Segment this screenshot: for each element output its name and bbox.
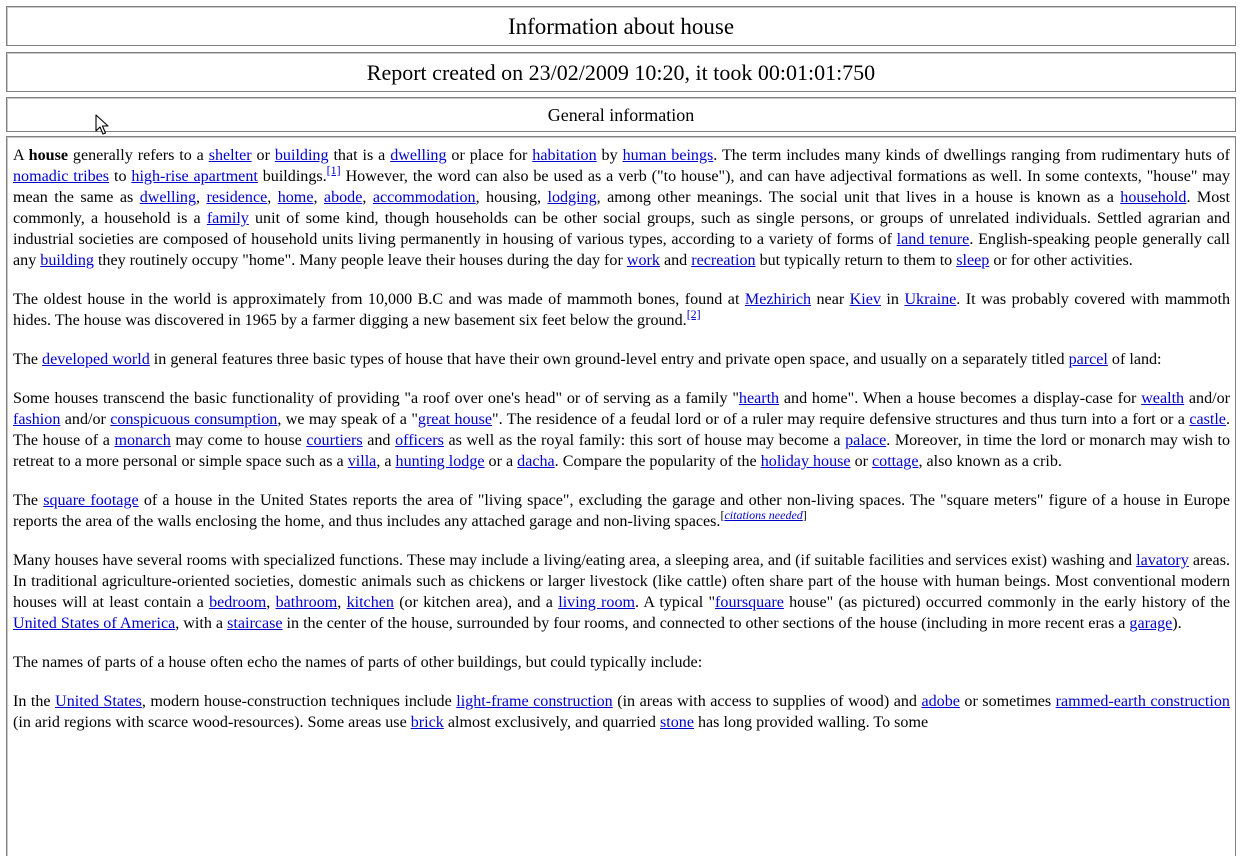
link-habitation[interactable]: habitation <box>532 147 597 164</box>
section-header: General information <box>6 97 1236 132</box>
link-human-beings[interactable]: human beings <box>622 147 714 164</box>
paragraph-square-footage: The square footage of a house in the United States reports the area of "living space", excluding the garage and other non-living spaces. The "square meters" figure of a house in Europe reports the area of the walls enclosing the home, and thus includes any attached garage and non-living spaces.[citations needed] <box>13 492 1230 530</box>
link-square-footage[interactable]: square footage <box>43 492 139 509</box>
link-great-house[interactable]: great house <box>417 411 492 428</box>
link-courtiers[interactable]: courtiers <box>306 432 363 449</box>
link-fashion[interactable]: fashion <box>13 411 61 428</box>
link-conspicuous-consumption[interactable]: conspicuous consumption <box>110 411 278 428</box>
link-living-room[interactable]: living room <box>558 594 636 611</box>
link-building-2[interactable]: building <box>40 252 94 269</box>
link-mezhirich[interactable]: Mezhirich <box>744 291 812 308</box>
link-united-states[interactable]: United States <box>55 693 142 710</box>
link-palace[interactable]: palace <box>845 432 887 449</box>
link-light-frame-construction[interactable]: light-frame construction <box>456 693 613 710</box>
link-bathroom[interactable]: bathroom <box>275 594 338 611</box>
link-officers[interactable]: officers <box>395 432 444 449</box>
link-parcel[interactable]: parcel <box>1068 351 1108 368</box>
link-home[interactable]: home <box>277 189 314 206</box>
link-building[interactable]: building <box>274 147 329 164</box>
link-villa[interactable]: villa <box>347 453 377 470</box>
link-citations-needed[interactable]: citations needed <box>724 508 803 522</box>
link-kitchen[interactable]: kitchen <box>346 594 394 611</box>
link-brick[interactable]: brick <box>410 714 444 731</box>
link-dwelling-2[interactable]: dwelling <box>139 189 197 206</box>
link-dacha[interactable]: dacha <box>517 453 555 470</box>
paragraph-great-houses: Some houses transcend the basic functionality of providing "a roof over one's head" or of serving as a family "hearth and home". When a house becomes a display-case for wealth and/or fashion and/or conspicuous consumption, we may speak of a "great house". The residence of a feudal lord or of a ruler may require defensive structures and thus turn into a fort or a castle. The house of a monarch may come to house courtiers and officers as well as the royal family: this sort of house may become a palace. Moreover, in time the lord or monarch may wish to retreat to a more personal or simple space such as a villa, a hunting lodge or a dacha. Compare the popularity of the holiday house or cottage, also known as a crib. <box>13 390 1230 470</box>
paragraph-parts-names: The names of parts of a house often echo the names of parts of other buildings, but could typically include: <box>13 654 703 671</box>
link-work[interactable]: work <box>626 252 660 269</box>
link-ukraine[interactable]: Ukraine <box>904 291 957 308</box>
link-stone[interactable]: stone <box>659 714 694 731</box>
paragraph-construction: In the United States, modern house-construction techniques include light-frame construction (in areas with access to supplies of wood) and adobe or sometimes rammed-earth construction (in arid regions with scarce wood-resources). Some areas use brick almost exclusively, and quarried stone has long provided walling. To some <box>13 693 1230 731</box>
link-residence[interactable]: residence <box>206 189 268 206</box>
link-shelter[interactable]: shelter <box>208 147 252 164</box>
term-house: house <box>28 147 69 164</box>
link-kiev[interactable]: Kiev <box>849 291 881 308</box>
paragraph-intro: A house generally refers to a shelter or building that is a dwelling or place for habitation by human beings. The term includes many kinds of dwellings ranging from rudimentary huts of nomadic tribes to high-rise apartment buildings.[1] However, the word can also be used as a verb ("to house"), and can have adjectival formations as well. In some contexts, "house" may mean the same as dwelling, residence, home, abode, accommodation, housing, lodging, among other meanings. The social unit that lives in a house is known as a household. Most commonly, a household is a family unit of some kind, though households can be other social groups, such as single persons, or groups of unrelated individuals. Settled agrarian and industrial societies are composed of household units living permanently in housing of various types, according to a variety of forms of land tenure. English-speaking people generally call any building they routinely occupy "home". Many people leave their houses during the day for work and recreation but typically return to them to sleep or for other activities. <box>13 147 1231 269</box>
paragraph-developed-world: The developed world in general features three basic types of house that have their own ground-level entry and private open space, and usually on a separately titled parcel of land: <box>13 351 1162 368</box>
link-hearth[interactable]: hearth <box>738 390 780 407</box>
link-household[interactable]: household <box>1120 189 1187 206</box>
paragraph-rooms: Many houses have several rooms with specialized functions. These may include a living/eating area, a sleeping area, and (if suitable facilities and services exist) washing and lavatory areas. In traditional agriculture-oriented societies, domestic animals such as chickens or larger livestock (like cattle) often share part of the house with human beings. Most conventional modern houses will at least contain a bedroom, bathroom, kitchen (or kitchen area), and a living room. A typical "foursquare house" (as pictured) occurred commonly in the early history of the United States of America, with a staircase in the center of the house, surrounded by four rooms, and connected to other sections of the house (including in more recent eras a garage). <box>13 552 1231 632</box>
reference-2[interactable]: [2] <box>686 307 701 321</box>
link-nomadic-tribes[interactable]: nomadic tribes <box>13 168 110 185</box>
link-garage[interactable]: garage <box>1129 615 1173 632</box>
link-dwelling[interactable]: dwelling <box>390 147 447 164</box>
article-content <box>6 136 1236 856</box>
link-castle[interactable]: castle <box>1189 411 1226 428</box>
link-monarch[interactable]: monarch <box>114 432 171 449</box>
reference-1[interactable]: [1] <box>326 163 341 177</box>
report-info: Report created on 23/02/2009 10:20, it took 00:01:01:750 <box>6 52 1236 92</box>
link-land-tenure[interactable]: land tenure <box>896 231 970 248</box>
link-foursquare[interactable]: foursquare <box>715 594 784 611</box>
link-abode[interactable]: abode <box>323 189 363 206</box>
page-title: Information about house <box>6 6 1236 46</box>
citation-needed: [citations needed] <box>720 508 807 522</box>
link-rammed-earth-construction[interactable]: rammed-earth construction <box>1055 693 1230 710</box>
link-sleep[interactable]: sleep <box>956 252 990 269</box>
link-accommodation[interactable]: accommodation <box>372 189 476 206</box>
link-high-rise-apartment[interactable]: high-rise apartment <box>131 168 258 185</box>
link-recreation[interactable]: recreation <box>691 252 756 269</box>
link-family[interactable]: family <box>206 210 249 227</box>
link-united-states-of-america[interactable]: United States of America <box>13 615 176 632</box>
paragraph-oldest-house: The oldest house in the world is approximately from 10,000 B.C and was made of mammoth bones, found at Mezhirich near Kiev in Ukraine. It was probably covered with mammoth hides. The house was discovered in 1965 by a farmer digging a new basement six feet below the ground.[2] <box>13 291 1230 329</box>
link-wealth[interactable]: wealth <box>1141 390 1185 407</box>
link-staircase[interactable]: staircase <box>227 615 283 632</box>
link-holiday-house[interactable]: holiday house <box>760 453 851 470</box>
link-hunting-lodge[interactable]: hunting lodge <box>395 453 485 470</box>
link-adobe[interactable]: adobe <box>921 693 960 710</box>
link-developed-world[interactable]: developed world <box>42 351 150 368</box>
link-lodging[interactable]: lodging <box>547 189 597 206</box>
mouse-cursor-icon <box>95 114 109 136</box>
link-cottage[interactable]: cottage <box>872 453 919 470</box>
link-lavatory[interactable]: lavatory <box>1136 552 1189 569</box>
link-bedroom[interactable]: bedroom <box>209 594 267 611</box>
